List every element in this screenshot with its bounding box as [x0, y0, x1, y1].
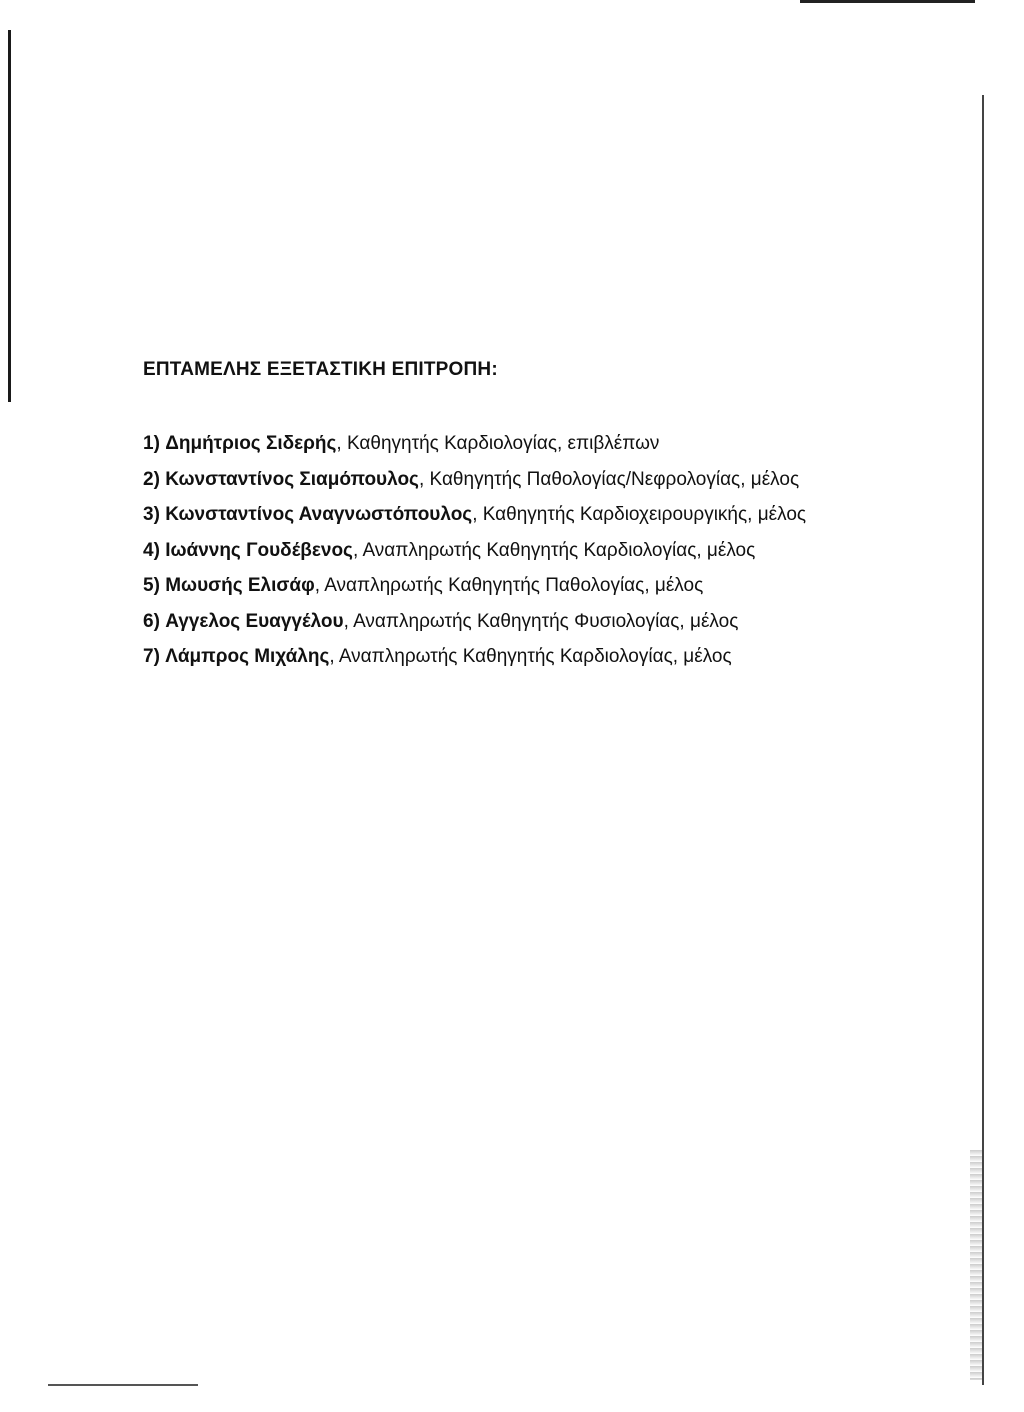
member-name: Δημήτριος Σιδερής [165, 433, 337, 454]
member-name: Μωυσής Ελισάφ [165, 575, 315, 596]
member-role: , Αναπληρωτής Καθηγητής Παθολογίας, μέλος [314, 575, 704, 596]
member-role: , Αναπληρωτής Καθηγητής Καρδιολογίας, μέλος [329, 646, 732, 667]
member-role: , Αναπληρωτής Καθηγητής Φυσιολογίας, μέλος [343, 610, 739, 632]
member-name: Κωνσταντίνος Σιαμόπουλος [165, 468, 419, 490]
member-number: 1) [143, 433, 160, 454]
committee-member [143, 462, 943, 498]
member-name: Αγγελος Ευαγγέλου [165, 610, 344, 632]
member-role: , Αναπληρωτής Καθηγητής Καρδιολογίας, μέλος [352, 539, 756, 561]
member-number: 2) [143, 468, 160, 490]
member-name: Κωνσταντίνος Αναγνωστόπουλος [165, 504, 473, 525]
member-name: Λάμπρος Μιχάλης [165, 646, 330, 667]
member-name: Ιωάννης Γουδέβενος [165, 539, 353, 561]
member-number: 5) [143, 575, 160, 596]
committee-title: ΕΠΤΑΜΕΛΗΣ ΕΞΕΤΑΣΤΙΚΗ ΕΠΙΤΡΟΠΗ: [143, 359, 498, 380]
committee-member [143, 568, 943, 604]
scan-artifact-top [800, 0, 975, 3]
scan-artifact-right [982, 95, 984, 1385]
member-number: 3) [143, 504, 160, 525]
committee-member-list [143, 426, 943, 675]
scan-artifact-blot [970, 1150, 982, 1380]
document-body [143, 358, 943, 675]
committee-member [143, 426, 943, 462]
member-number: 6) [143, 610, 160, 632]
member-number: 7) [143, 646, 160, 667]
committee-member [143, 533, 943, 569]
scan-artifact-bottom [48, 1384, 198, 1386]
member-role: , Καθηγητής Παθολογίας/Νεφρολογίας, μέλος [418, 468, 800, 490]
scan-artifact-left [8, 30, 11, 402]
member-role: , Καθηγητής Καρδιοχειρουργικής, μέλος [472, 504, 807, 525]
committee-member [143, 604, 943, 640]
member-number: 4) [143, 539, 160, 561]
member-role: , Καθηγητής Καρδιολογίας, επιβλέπων [336, 433, 660, 454]
committee-member [143, 497, 943, 533]
committee-member [143, 639, 943, 675]
